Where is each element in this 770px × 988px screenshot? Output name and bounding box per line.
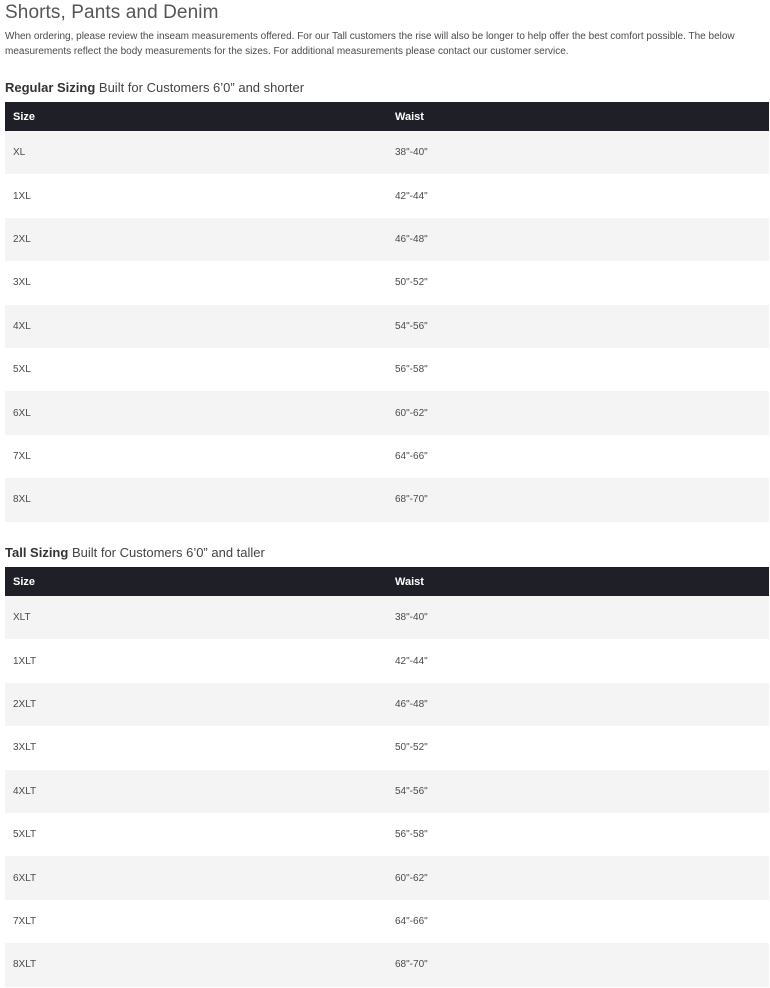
size-cell: 5XLT [5, 813, 390, 856]
size-cell: 5XL [5, 348, 390, 391]
table-row [5, 218, 769, 261]
table-row [5, 435, 769, 478]
waist-cell: 56"-58" [390, 348, 769, 391]
table-row [5, 726, 769, 769]
waist-cell: 42"-44" [390, 174, 769, 217]
table-header-row [5, 567, 769, 596]
waist-cell: 46"-48" [390, 218, 769, 261]
waist-cell: 50"-52" [390, 726, 769, 769]
waist-cell: 46"-48" [390, 683, 769, 726]
size-cell: 7XLT [5, 900, 390, 943]
size-column-header: Size [5, 567, 390, 596]
table-row [5, 943, 769, 986]
waist-cell: 60"-62" [390, 856, 769, 899]
regular-sizing-rows [5, 131, 769, 522]
table-row [5, 683, 769, 726]
size-cell: 6XLT [5, 856, 390, 899]
waist-cell: 68"-70" [390, 478, 769, 521]
size-cell: XLT [5, 596, 390, 639]
regular-sizing-table [5, 102, 769, 522]
waist-cell: 38"-40" [390, 596, 769, 639]
size-cell: 7XL [5, 435, 390, 478]
table-row [5, 261, 769, 304]
size-cell: 2XLT [5, 683, 390, 726]
table-row [5, 478, 769, 521]
waist-cell: 42"-44" [390, 639, 769, 682]
size-cell: 4XL [5, 305, 390, 348]
size-cell: 4XLT [5, 770, 390, 813]
waist-cell: 68"-70" [390, 943, 769, 986]
table-row [5, 131, 769, 174]
size-cell: 1XL [5, 174, 390, 217]
table-header-row [5, 102, 769, 131]
size-cell: 8XLT [5, 943, 390, 986]
regular-sizing-heading [5, 80, 304, 95]
page-title: Shorts, Pants and Denim [5, 2, 219, 23]
table-row [5, 639, 769, 682]
waist-cell: 60"-62" [390, 391, 769, 434]
tall-sizing-table [5, 567, 769, 987]
table-row [5, 596, 769, 639]
tall-sizing-heading [5, 545, 265, 560]
table-row [5, 305, 769, 348]
regular-sizing-heading-bold: Regular Sizing [5, 80, 96, 95]
table-row [5, 900, 769, 943]
size-cell: 8XL [5, 478, 390, 521]
table-row [5, 856, 769, 899]
regular-sizing-heading-rest: Built for Customers 6’0” and shorter [95, 80, 305, 95]
table-row [5, 348, 769, 391]
waist-cell: 54"-56" [390, 305, 769, 348]
size-cell: 1XLT [5, 639, 390, 682]
size-cell: 6XL [5, 391, 390, 434]
tall-sizing-heading-bold: Tall Sizing [5, 545, 69, 560]
table-row [5, 174, 769, 217]
waist-cell: 50"-52" [390, 261, 769, 304]
tall-sizing-rows [5, 596, 769, 987]
waist-column-header: Waist [390, 567, 769, 596]
waist-column-header: Waist [390, 102, 769, 131]
table-row [5, 391, 769, 434]
intro-text: When ordering, please review the inseam measurements offered. For our Tall customers the rise will also be longer to help offer the best comfort possible. The below measurements reflect the body measurements for the sizes. For additional measurements please contact our customer service. [5, 31, 735, 57]
waist-cell: 64"-66" [390, 900, 769, 943]
size-column-header: Size [5, 102, 390, 131]
waist-cell: 56"-58" [390, 813, 769, 856]
size-cell: 3XL [5, 261, 390, 304]
table-row [5, 813, 769, 856]
table-row [5, 770, 769, 813]
waist-cell: 64"-66" [390, 435, 769, 478]
size-cell: 3XLT [5, 726, 390, 769]
waist-cell: 38"-40" [390, 131, 769, 174]
waist-cell: 54"-56" [390, 770, 769, 813]
tall-sizing-heading-rest: Built for Customers 6’0” and taller [68, 545, 265, 560]
size-cell: 2XL [5, 218, 390, 261]
size-cell: XL [5, 131, 390, 174]
